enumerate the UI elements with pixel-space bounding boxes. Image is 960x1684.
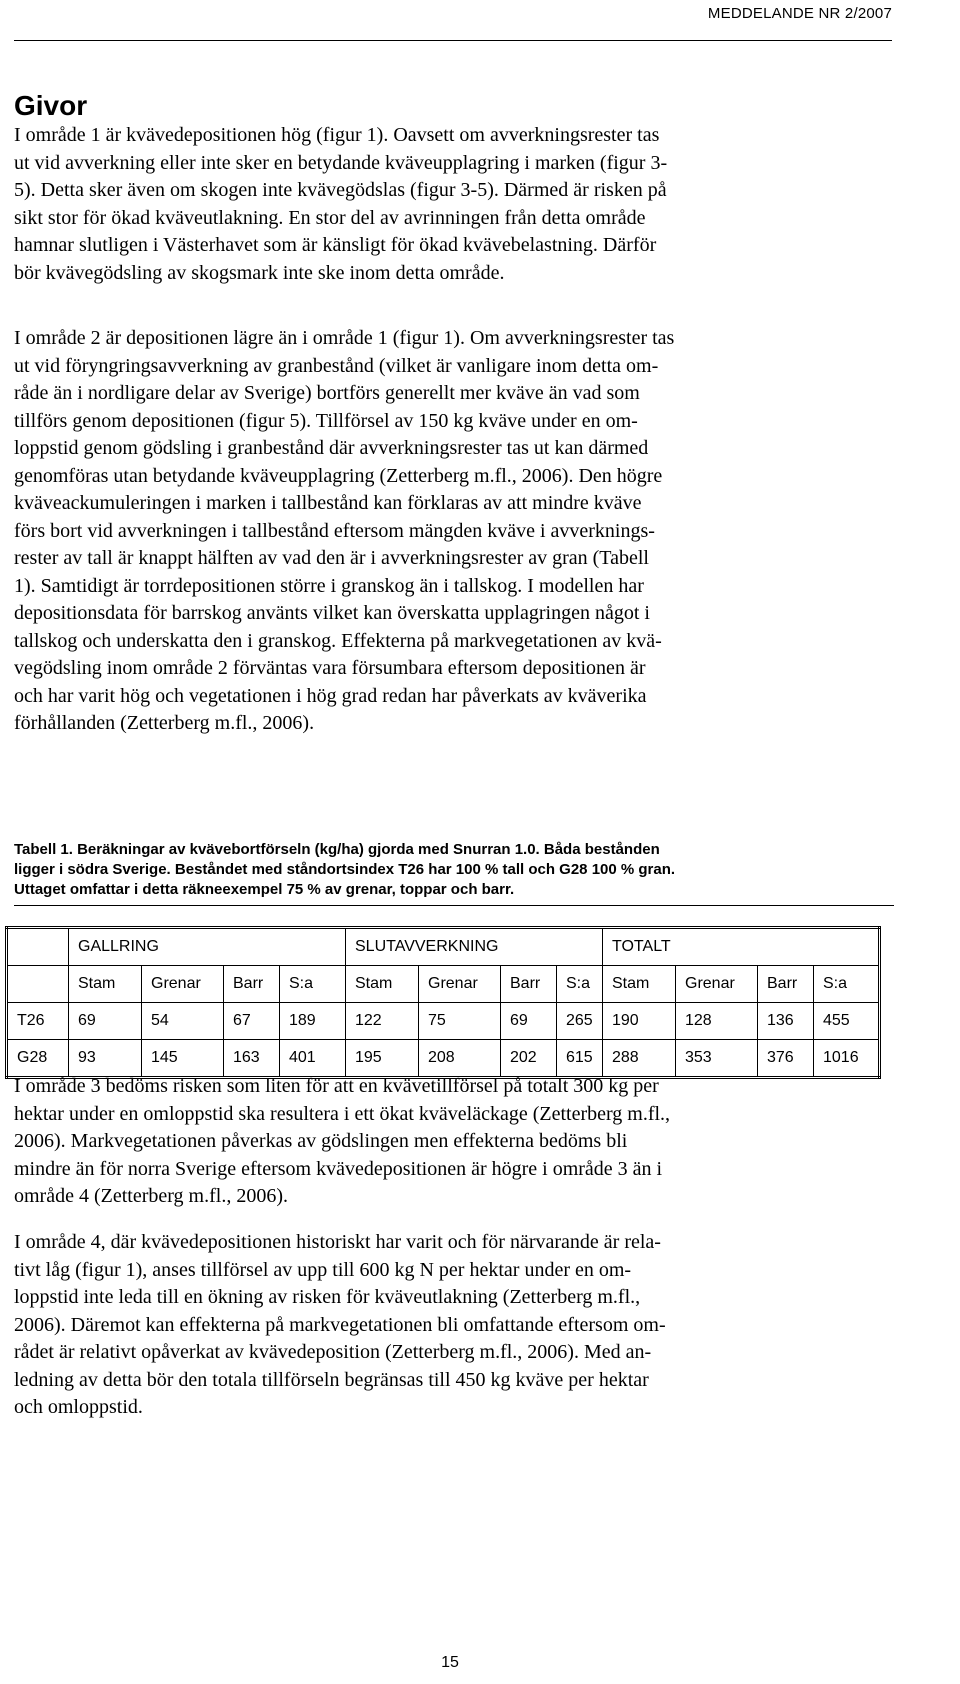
table-cell: 145 — [142, 1040, 224, 1078]
text-line: råde än i nordligare delar av Sverige) bortförs generellt mer kväve än vad som — [14, 382, 640, 404]
table-cell: 75 — [419, 1003, 501, 1040]
table-cell: 67 — [224, 1003, 280, 1040]
column-header: S:a — [814, 966, 880, 1003]
text-line: kväveackumuleringen i marken i tallbestånd kan förklaras av att mindre kväve — [14, 492, 642, 514]
text-line: tillförs genom depositionen (figur 5). Tillförsel av 150 kg kväve under en om- — [14, 409, 638, 432]
paragraph-area-4 — [14, 1229, 894, 1422]
table-cell: 615 — [557, 1040, 603, 1078]
column-header: Stam — [69, 966, 142, 1003]
caption-line: Tabell 1. Beräkningar av kvävebortförseln (kg/ha) gjorda med Snurran 1.0. Båda bestånden — [14, 841, 660, 858]
column-header: Stam — [346, 966, 419, 1003]
text-line: vegödsling inom område 2 förväntas vara försumbara eftersom depositionen är — [14, 657, 646, 679]
group-header-slutavverkning: SLUTAVVERKNING — [346, 928, 603, 966]
page-header — [14, 0, 892, 41]
text-line: ledning av detta bör den totala tillförseln begränsas till 450 kg kväve per hektar — [14, 1368, 649, 1391]
text-line: rester av tall är knappt hälften av vad den är i avverkningsrester av gran (Tabell — [14, 547, 649, 569]
header-title: MEDDELANDE NR 2/2007 — [707, 5, 892, 22]
table-group-header-row — [7, 928, 880, 966]
text-line: I område 4, där kvävedepositionen historiskt har varit och för närvarande är rela- — [14, 1231, 661, 1253]
paragraph-area-1 — [14, 122, 894, 287]
text-line: förs bort vid avverkningen i tallbestånd eftersom mängden kväve i avverknings- — [14, 519, 655, 542]
caption-line: Uttaget omfattar i detta räkneexempel 75 % av grenar, toppar och barr. — [14, 881, 515, 898]
table-cell: 190 — [603, 1003, 676, 1040]
table-row — [7, 1040, 880, 1078]
column-header: S:a — [280, 966, 346, 1003]
table-cell: 1016 — [814, 1040, 880, 1078]
paragraph-area-3 — [14, 1073, 894, 1211]
text-line: sikt stor för ökad kväveutlakning. En stor del av avrinningen från detta område — [14, 206, 646, 229]
text-line: I område 3 bedöms risken som liten för att en kvävetillförsel på totalt 300 kg per — [14, 1075, 659, 1097]
text-line: 5). Detta sker även om skogen inte kvävegödslas (figur 3-5). Därmed är risken på — [14, 179, 667, 201]
caption-divider — [14, 905, 894, 906]
table-cell: 376 — [758, 1040, 814, 1078]
text-line: tivt låg (figur 1), anses tillförsel av upp till 600 kg N per hektar under en om- — [14, 1258, 632, 1281]
column-header: Stam — [603, 966, 676, 1003]
table-cell: 69 — [501, 1003, 557, 1040]
text-line: 2006). Markvegetationen påverkas av gödslingen men effekterna bedöms bli — [14, 1130, 628, 1152]
page-number: 15 — [441, 1654, 459, 1671]
text-line: genomföras utan betydande kväveupplagring (Zetterberg m.fl., 2006). Den högre — [14, 464, 663, 487]
group-header-totalt: TOTALT — [603, 928, 880, 966]
table-row — [7, 1003, 880, 1040]
table-cell: 265 — [557, 1003, 603, 1040]
table-cell: 455 — [814, 1003, 880, 1040]
table-corner-cell — [7, 928, 69, 966]
text-line: ut vid föryngringsavverkning av granbestånd (vilket är vanligare inom detta om- — [14, 354, 659, 377]
text-line: och omloppstid. — [14, 1396, 143, 1418]
text-line: I område 1 är kvävedepositionen hög (figur 1). Oavsett om avverkningsrester tas — [14, 124, 660, 146]
table-cell: 288 — [603, 1040, 676, 1078]
text-line: loppstid genom gödsling i granbestånd där avverkningsrester tas ut kan därmed — [14, 437, 649, 459]
section-heading: Givor — [14, 90, 88, 121]
table-caption — [14, 840, 894, 900]
column-header: Grenar — [676, 966, 758, 1003]
table-corner-cell — [7, 966, 69, 1003]
text-line: mindre än för norra Sverige eftersom kvävedepositionen är högre i område 3 än i — [14, 1157, 663, 1180]
text-line: tallskog och underskatta den i granskog. Effekterna på markvegetationen av kvä- — [14, 629, 662, 652]
column-header: Barr — [501, 966, 557, 1003]
table-cell: 189 — [280, 1003, 346, 1040]
text-line: 1). Samtidigt är torrdepositionen större i granskog än i tallskog. I modellen har — [14, 574, 644, 597]
table-cell: 93 — [69, 1040, 142, 1078]
table-cell: 202 — [501, 1040, 557, 1078]
column-header: Grenar — [419, 966, 501, 1003]
table-cell: 54 — [142, 1003, 224, 1040]
table-cell: 163 — [224, 1040, 280, 1078]
table-cell: 208 — [419, 1040, 501, 1078]
text-line: och har varit hög och vegetationen i hög grad redan har påverkats av kväverika — [14, 684, 647, 707]
row-label: G28 — [7, 1040, 69, 1078]
table-cell: 69 — [69, 1003, 142, 1040]
row-label: T26 — [7, 1003, 69, 1040]
text-line: hektar under en omloppstid ska resultera i ett ökat kväveläckage (Zetterberg m.fl., — [14, 1102, 671, 1125]
column-header: S:a — [557, 966, 603, 1003]
table-cell: 353 — [676, 1040, 758, 1078]
group-header-gallring: GALLRING — [69, 928, 346, 966]
column-header: Grenar — [142, 966, 224, 1003]
column-header: Barr — [758, 966, 814, 1003]
text-line: förhållanden (Zetterberg m.fl., 2006). — [14, 712, 315, 734]
nitrogen-removal-table — [5, 926, 881, 1079]
text-line: rådet är relativt opåverkat av kvävedeposition (Zetterberg m.fl., 2006). Med an- — [14, 1341, 652, 1363]
table-cell: 122 — [346, 1003, 419, 1040]
table-cell: 136 — [758, 1003, 814, 1040]
column-header: Barr — [224, 966, 280, 1003]
table-cell: 195 — [346, 1040, 419, 1078]
text-line: loppstid inte leda till en ökning av risken för kväveutlakning (Zetterberg m.fl., — [14, 1286, 641, 1308]
table-cell: 128 — [676, 1003, 758, 1040]
text-line: bör kvävegödsling av skogsmark inte ske inom detta område. — [14, 261, 505, 284]
text-line: område 4 (Zetterberg m.fl., 2006). — [14, 1185, 288, 1207]
text-line: I område 2 är depositionen lägre än i område 1 (figur 1). Om avverkningsrester tas — [14, 327, 675, 349]
text-line: depositionsdata för barrskog använts vilket kan överskatta upplagringen något i — [14, 602, 650, 624]
table-subheader-row — [7, 966, 880, 1003]
paragraph-area-2 — [14, 325, 894, 738]
text-line: 2006). Däremot kan effekterna på markvegetationen bli omfattande eftersom om- — [14, 1313, 666, 1336]
text-line: hamnar slutligen i Västerhavet som är känsligt för ökad kvävebelastning. Därför — [14, 234, 657, 256]
text-line: ut vid avverkning eller inte sker en betydande kväveupplagring i marken (figur 3- — [14, 151, 668, 174]
caption-line: ligger i södra Sverige. Beståndet med ståndortsindex T26 har 100 % tall och G28 100 % gran. — [14, 861, 676, 878]
table-cell: 401 — [280, 1040, 346, 1078]
